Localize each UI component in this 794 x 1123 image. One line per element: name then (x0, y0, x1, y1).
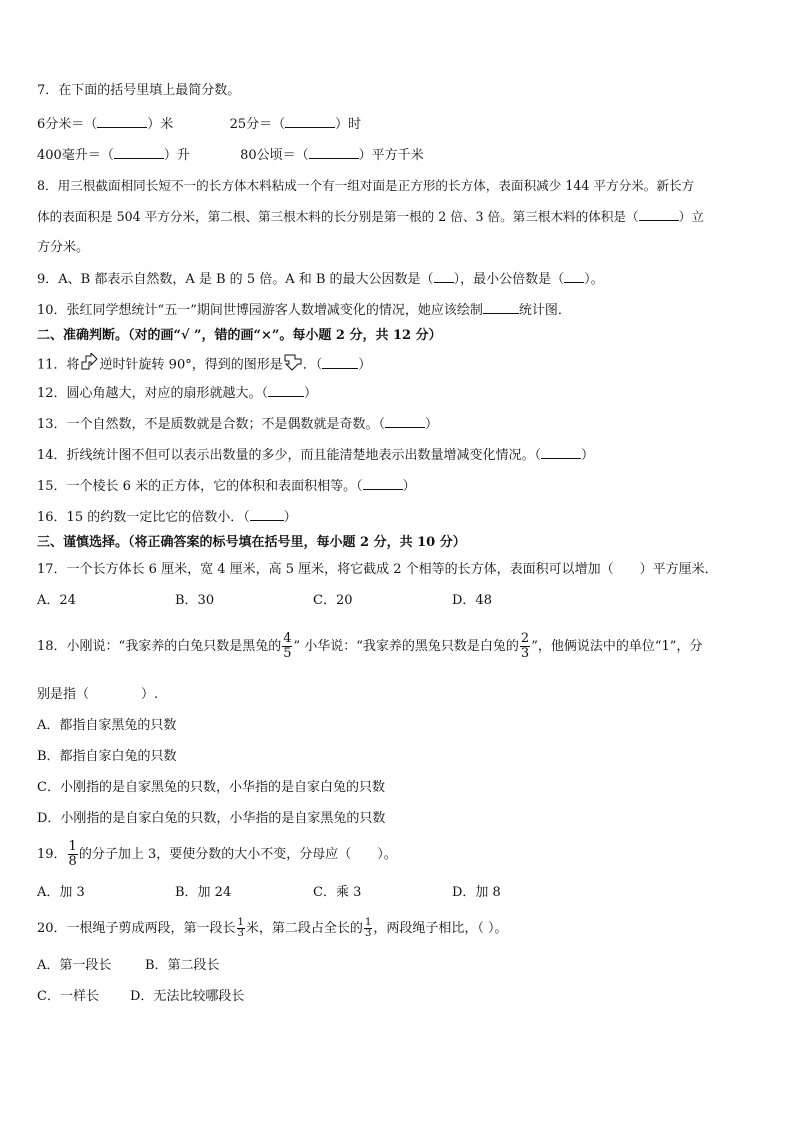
q13-b: ） (425, 417, 439, 432)
q8-line1: 8．用三根截面相同长短不一的长方体木料粘成一个有一组对面是正方形的长方体，表面积减少 144 平方分米。新长方 (37, 178, 695, 193)
fraction-4-5 (282, 632, 292, 661)
answer-blank[interactable] (285, 115, 335, 128)
fraction-numerator: 4 (283, 631, 292, 646)
fraction-denominator: 3 (364, 928, 372, 939)
fraction-numerator: 1 (68, 839, 77, 854)
fraction-numerator: 1 (364, 917, 372, 928)
q17-option-b[interactable]: B．30 (175, 593, 215, 608)
q7-row1-c: 25分＝（ (229, 117, 286, 132)
q16 (37, 508, 297, 527)
fraction-denominator: 8 (68, 854, 77, 869)
q16-a: 16．15 的约数一定比它的倍数小．（ (37, 510, 250, 525)
q12-a: 12．圆心角越大，对应的扇形就越大。（ (37, 386, 269, 401)
fraction-2-3 (520, 632, 530, 661)
answer-blank[interactable] (268, 384, 304, 397)
q20-c: ，两段绳子相比，（ ）。 (373, 921, 508, 936)
q19-option-c[interactable]: C．乘 3 (313, 885, 362, 900)
q10-a: 10．张红同学想统计“五一”期间世博园游客人数增减变化的情况，她应该绘制 (37, 303, 483, 318)
q8-line2-a: 体的表面积是 504 平方分米，第二根、第三根木料的长分别是第一根的 2 倍、3 倍。第三根木料的体积是（ (37, 209, 639, 224)
q18-option-b[interactable]: B．都指自家白兔的只数 (37, 749, 177, 764)
q20-option-d[interactable]: D．无法比较哪段长 (130, 989, 245, 1004)
q7-row2 (37, 146, 424, 165)
q18-a: 18．小刚说：“我家养的白兔只数是黑兔的 (37, 639, 282, 654)
fraction-1-8 (68, 840, 78, 869)
q20-stem (37, 912, 507, 946)
q18-option-d[interactable]: D．小刚指的是自家白兔的只数，小华指的是自家黑兔的只数 (37, 811, 386, 826)
q17-stem: 17．一个长方体长 6 厘米，宽 4 厘米，高 5 厘米，将它截成 2 个相等的长方体，表面积可以增加（ ）平方厘米． (37, 562, 718, 577)
q11-d: ） (358, 357, 372, 373)
q19-option-b[interactable]: B．加 24 (175, 885, 232, 900)
q8-line3: 方分米。 (37, 240, 90, 255)
q19-stem (37, 838, 397, 872)
fraction-1-3 (237, 918, 245, 939)
l-shape-figure-icon (80, 353, 100, 377)
q18-option-a[interactable]: A．都指自家黑兔的只数 (37, 718, 177, 733)
q9-b: ），最小公倍数是（ (453, 272, 565, 287)
q11-c: ．（ (302, 357, 323, 373)
q18-stem-cont: 别是指（ ）. (37, 687, 159, 702)
q14 (37, 446, 594, 465)
q13-a: 13．一个自然数，不是质数就是合数；不是偶数就是奇数。（ (37, 417, 386, 432)
fraction-denominator: 3 (237, 928, 244, 939)
section-2-heading: 二、准确判断。（对的画“√ ”，错的画“×”。每小题 2 分，共 12 分） (37, 328, 442, 343)
answer-blank[interactable] (250, 508, 284, 521)
q14-b: ） (581, 448, 595, 463)
q19-b: 的分子加上 3，要使分数的大小不变，分母应（ ）。 (78, 847, 397, 862)
q8-line2-b: ）立 (678, 209, 704, 224)
answer-blank[interactable] (434, 270, 454, 283)
q18-c: ”，他俩说法中的单位“1”，分 (531, 639, 703, 654)
answer-blank[interactable] (639, 208, 679, 221)
fraction-denominator: 5 (283, 646, 292, 661)
answer-blank[interactable] (97, 115, 147, 128)
q7-row2-d: ）平方千米 (358, 148, 424, 163)
rotated-figure-icon (283, 353, 303, 377)
q7-row2-a: 400毫升＝（ (37, 148, 114, 163)
q12 (37, 384, 317, 403)
q7-row1-d: ）时 (335, 117, 362, 132)
q9 (37, 270, 604, 289)
q17-option-d[interactable]: D．48 (452, 593, 492, 608)
q19-option-a[interactable]: A．加 3 (37, 885, 85, 900)
q10-b: 统计图． (518, 303, 571, 318)
fraction-numerator: 2 (520, 631, 530, 646)
q19-option-d[interactable]: D．加 8 (452, 885, 501, 900)
q20-option-a[interactable]: A．第一段长 (37, 958, 112, 973)
q7-row1-a: 6分米＝（ (37, 117, 98, 132)
fraction-numerator: 1 (237, 917, 244, 928)
q18-option-c[interactable]: C．小刚指的是自家黑兔的只数，小华指的是自家白兔的只数 (37, 780, 385, 795)
q20-option-c[interactable]: C．一样长 (37, 989, 99, 1004)
q13 (37, 415, 438, 434)
q20-option-b[interactable]: B．第二段长 (145, 958, 220, 973)
q11-b: 逆时针旋转 90°，得到的图形是 (99, 357, 283, 373)
q7-row2-b: ）升 (163, 148, 190, 163)
answer-blank[interactable] (322, 356, 358, 369)
q16-b: ） (283, 510, 297, 525)
q8-line2 (37, 208, 704, 226)
answer-blank[interactable] (541, 446, 581, 459)
answer-blank[interactable] (309, 146, 359, 159)
q17-option-a[interactable]: A．24 (37, 593, 76, 608)
q7-row2-c: 80公顷＝（ (240, 148, 309, 163)
answer-blank[interactable] (564, 270, 584, 283)
q9-c: ）。 (584, 272, 604, 287)
q15-b: ） (402, 479, 416, 494)
q15-a: 15．一个棱长 6 米的正方体，它的体积和表面积相等。（ (37, 479, 363, 494)
q20-a: 20．一根绳子剪成两段，第一段长 (37, 921, 236, 936)
q17-option-c[interactable]: C．20 (313, 593, 353, 608)
answer-blank[interactable] (483, 301, 519, 314)
q11 (37, 353, 371, 377)
section-3-heading: 三、谨慎选择。（将正确答案的标号填在括号里，每小题 2 分，共 10 分） (37, 535, 466, 550)
q7-title: 7．在下面的括号里填上最简分数。 (37, 83, 241, 98)
q14-a: 14．折线统计图不但可以表示出数量的多少，而且能清楚地表示出数量增减变化情况。（ (37, 448, 542, 463)
q18-stem (37, 630, 702, 664)
fraction-1-3 (364, 918, 372, 939)
q15 (37, 477, 416, 496)
q12-b: ） (304, 386, 318, 401)
q9-a: 9．A、B 都表示自然数，A 是 B 的 5 倍。A 和 B 的最大公因数是（ (37, 272, 434, 287)
answer-blank[interactable] (363, 477, 403, 490)
q10 (37, 301, 571, 320)
answer-blank[interactable] (114, 146, 164, 159)
fraction-denominator: 3 (520, 646, 530, 661)
q11-a: 11．将 (37, 357, 80, 373)
q20-b: 米，第二段占全长的 (245, 921, 363, 936)
q19-a: 19． (37, 847, 67, 862)
q7-row1-b: ）米 (147, 117, 174, 132)
q18-b: ” 小华说：“我家养的黑兔只数是白兔的 (293, 639, 519, 654)
answer-blank[interactable] (385, 415, 425, 428)
q7-row1 (37, 115, 361, 134)
